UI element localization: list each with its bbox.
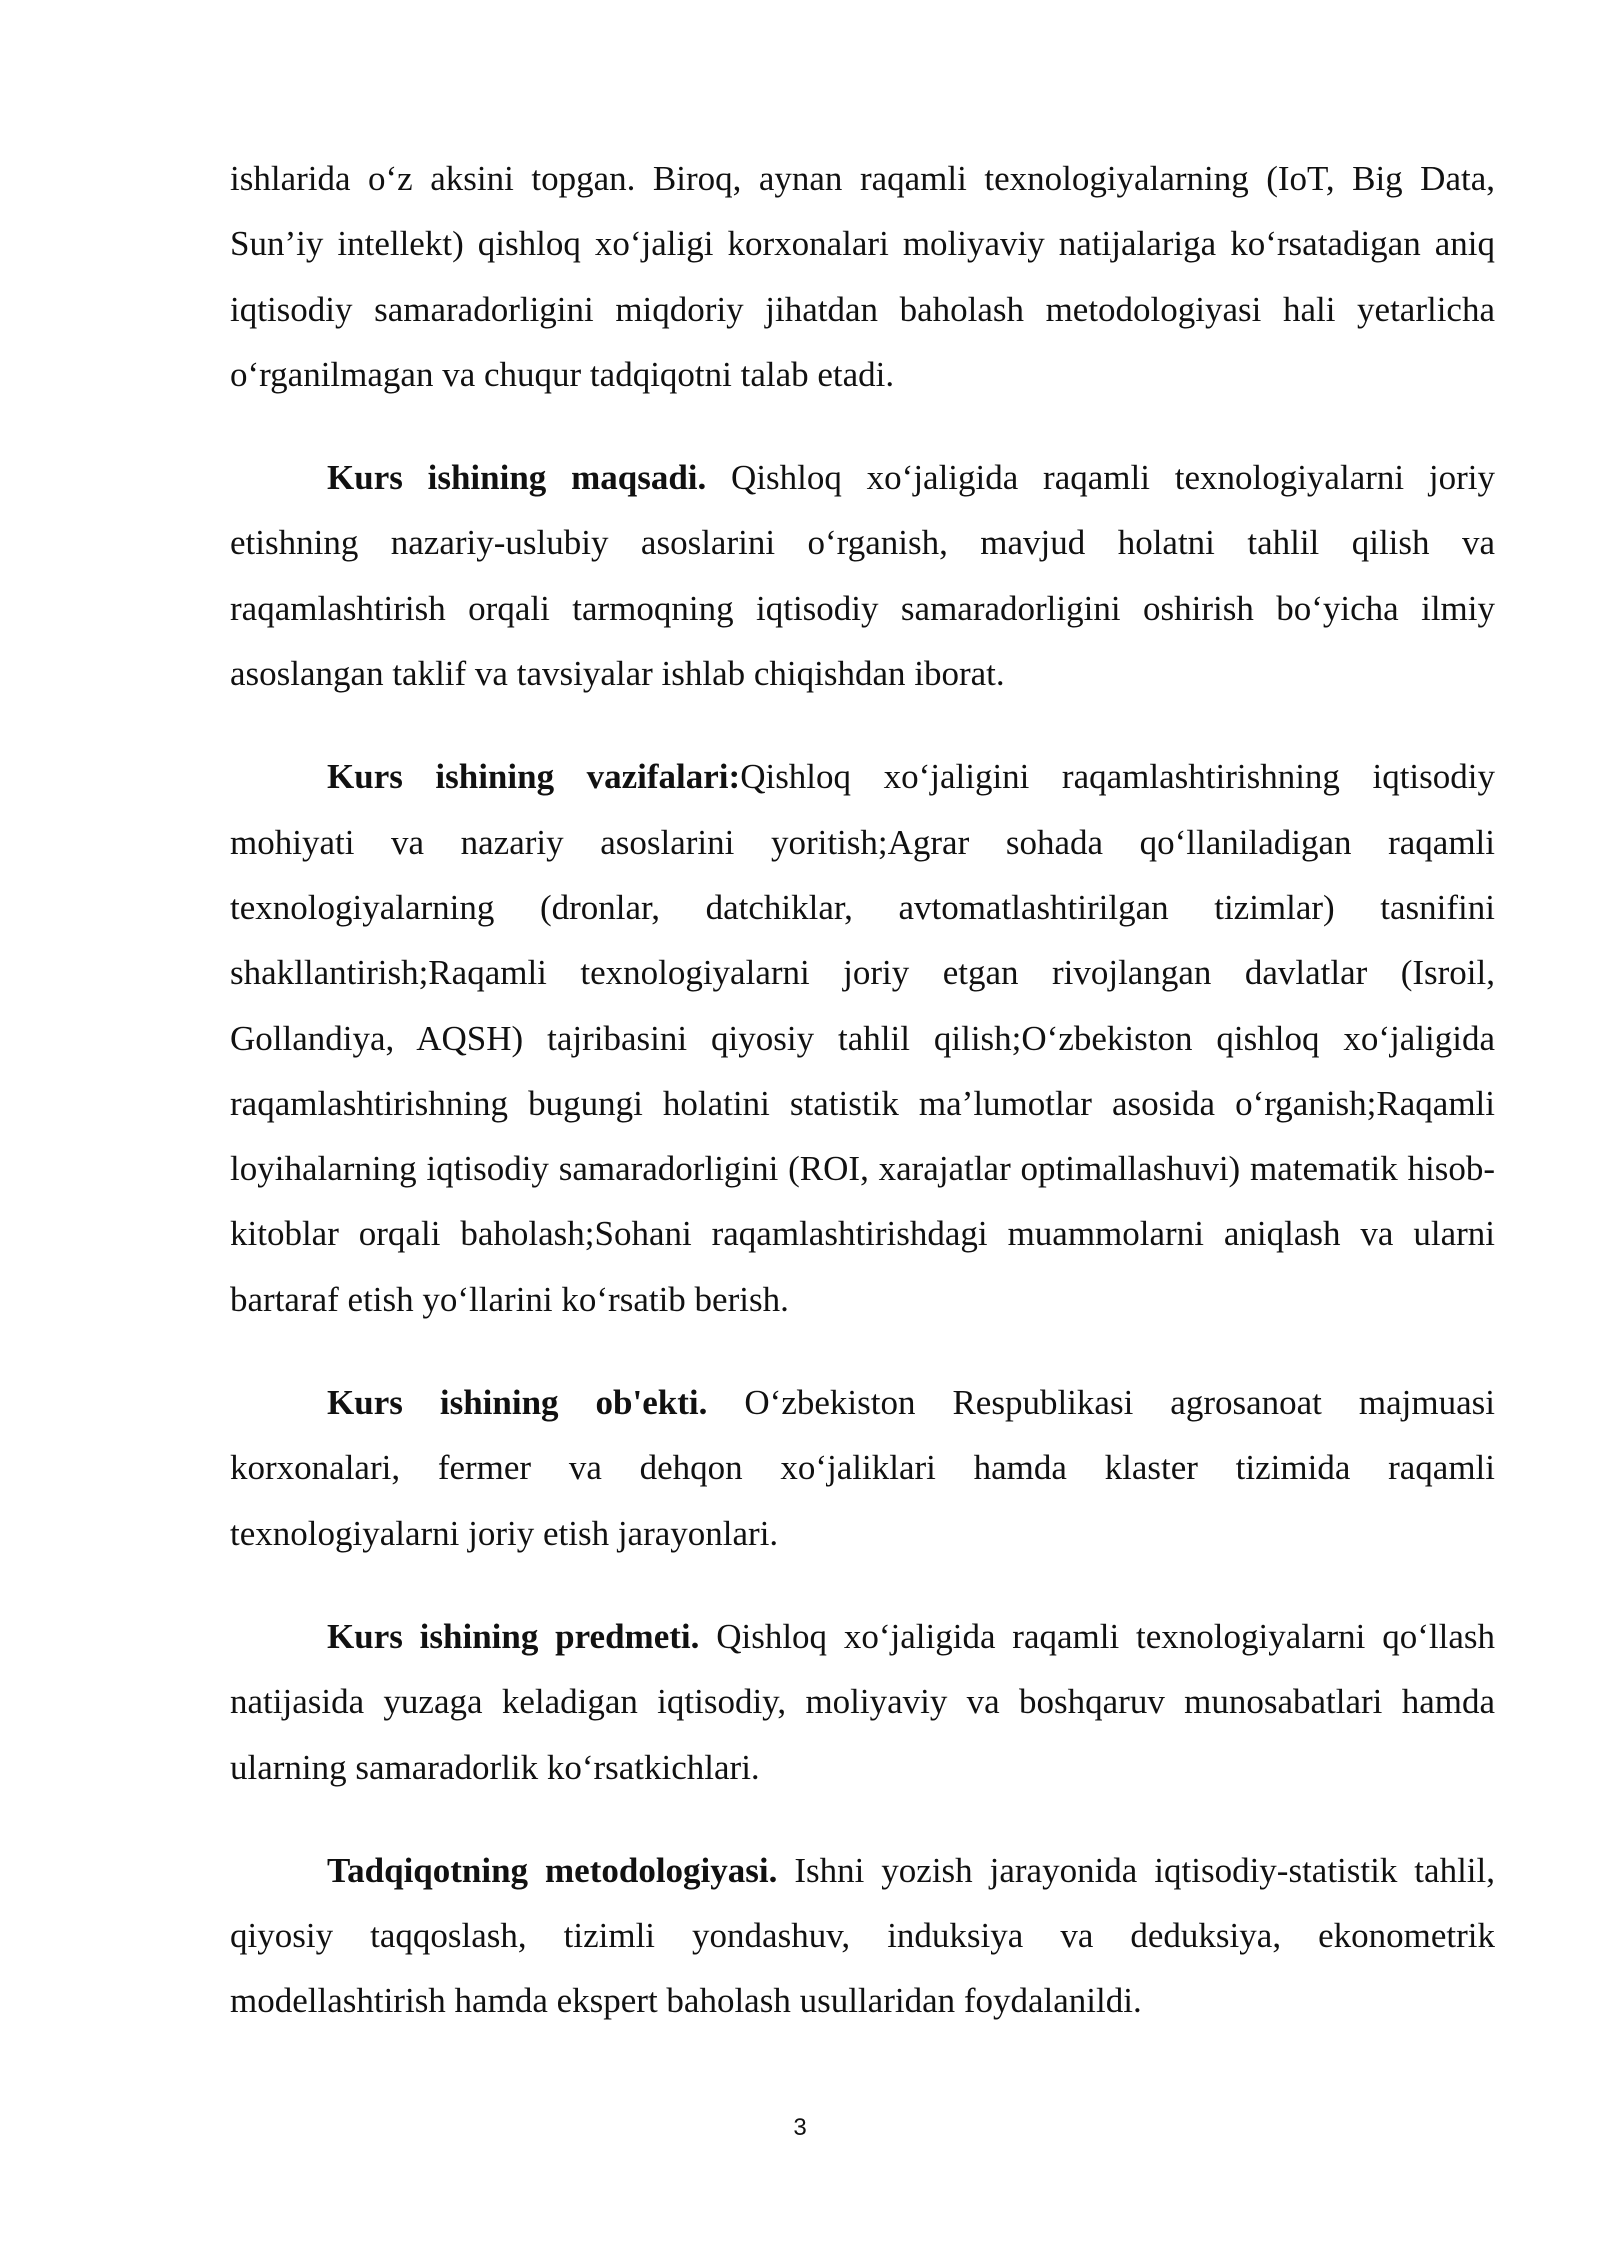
paragraph-goal [230,445,1495,706]
paragraph-heading-methodology: Tadqiqotning metodologiyasi. [327,1850,778,1890]
paragraph-heading-tasks: Kurs ishining vazifalari: [327,757,741,797]
page-body [230,146,1495,2034]
paragraph-tasks [230,744,1495,1332]
paragraph-intro-continuation [230,146,1495,407]
paragraph-heading-subject: Kurs ishining predmeti. [327,1616,700,1656]
paragraph-text: Qishloq xo‘jaligida raqamli texnologiyalarni joriy etishning nazariy-uslubiy asoslarini o‘rganish, mavjud holatni tahlil qilish va raqamlashtirish orqali tarmoqning iqtisodiy samaradorligini oshirish bo‘yicha ilmiy asoslangan taklif va tavsiyalar ishlab chiqishdan iborat. [230,458,1495,694]
paragraph-methodology [230,1838,1495,2034]
page-number: 3 [793,2114,807,2141]
paragraph-text: ishlarida o‘z aksini topgan. Biroq, aynan raqamli texnologiyalarning (IoT, Big Data, Sun’iy intellekt) qishloq xo‘jaligi korxonalari moliyaviy natijalariga ko‘rsatadigan aniq iqtisodiy samaradorligini miqdoriy jihatdan baholash metodologiyasi hali yetarlicha o‘rganilmagan va chuqur tadqiqotni talab etadi. [230,159,1495,394]
paragraph-text: Qishloq xo‘jaligini raqamlashtirishning iqtisodiy mohiyati va nazariy asoslarini yoritish;Agrar sohada qo‘llaniladigan raqamli texnologiyalarning (dronlar, datchiklar, avtomatlashtirilgan tizimlar) tasnifini shakllantirish;Raqamli texnologiyalarni joriy etgan rivojlangan davlatlar (Isroil, Gollandiya, AQSH) tajribasini qiyosiy tahlil qilish;O‘zbekiston qishloq xo‘jaligida raqamlashtirishning bugungi holatini statistik ma’lumotlar asosida o‘rganish;Raqamli loyihalarning iqtisodiy samaradorligini (ROI, xarajatlar optimallashuvi) matematik hisob-kitoblar orqali baholash;Sohani raqamlashtirishdagi muammolarni aniqlash va ularni bartaraf etish yo‘llarini ko‘rsatib berish. [230,757,1495,1319]
paragraph-text: Ishni yozish jarayonida iqtisodiy-statistik tahlil, qiyosiy taqqoslash, tizimli yondashuv, induksiya va deduksiya, ekonometrik modellashtirish hamda ekspert baholash usullaridan foydalanildi. [230,1850,1495,2021]
paragraph-heading-goal: Kurs ishining maqsadi. [327,458,707,498]
paragraph-text: Qishloq xo‘jaligida raqamli texnologiyalarni qo‘llash natijasida yuzaga keladigan iqtisodiy, moliyaviy va boshqaruv munosabatlari hamda ularning samaradorlik ko‘rsatkichlari. [230,1616,1495,1787]
paragraph-heading-object: Kurs ishining ob'ekti. [327,1383,708,1423]
paragraph-subject [230,1604,1495,1800]
paragraph-text: O‘zbekiston Respublikasi agrosanoat majmuasi korxonalari, fermer va dehqon xo‘jaliklari hamda klaster tizimida raqamli texnologiyalarni joriy etish jarayonlari. [230,1383,1495,1553]
paragraph-object [230,1370,1495,1566]
